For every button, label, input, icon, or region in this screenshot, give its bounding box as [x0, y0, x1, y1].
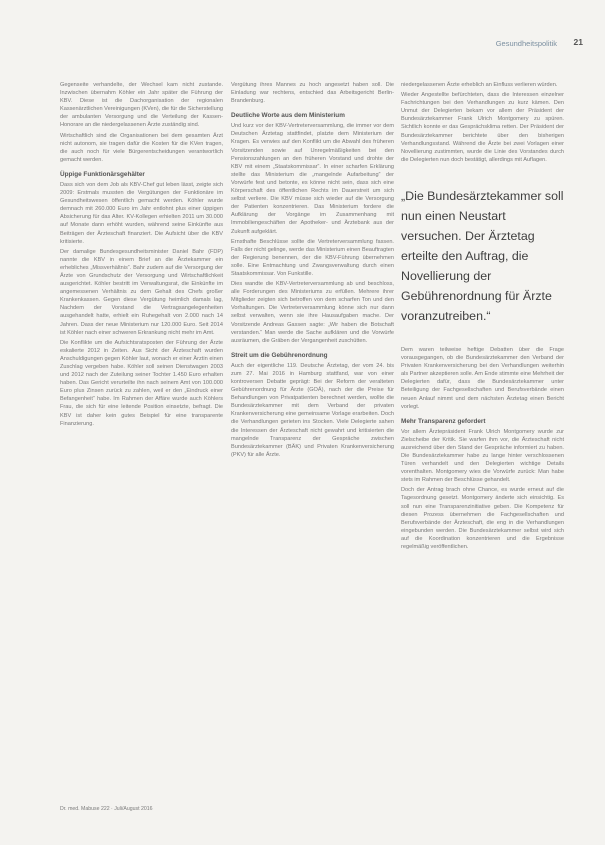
paragraph: Auch der eigentliche 119. Deutsche Ärztetag, der vom 24. bis zum 27. Mai 2016 in Hamburg stattfand, war von einer kontroversen Debatte geprägt: Bei der Reform der veralteten Gebührenordnung für Ärzte (GOÄ), nach der die Preise für Behandlungen von Privatpatienten berechnet werden, wollte die Bundesärztekammer mit dem Verband der privaten Krankenversicherung eine gemeinsame Vorlage erarbeiten. Doch die Verhandlungen gerieten ins Stocken. Viele Delegierte sahen die Interessen der Ärzteschaft nicht gewahrt und kritisierten die mangelnde Transparenz der Gespräche zwischen Bundesärztekammer (BÄK) und Privaten Krankenversicherung (PKV) für alle Ärzte. [231, 362, 394, 458]
paragraph: Wirtschaftlich sind die Organisationen bei dem gesamten Ärzt nicht autonom, sie tragen dafür die Kosten für die KVen tragen, die auch noch für viele Bürgerentscheidungen verantwortlich gemacht werden. [60, 132, 223, 163]
subheading: Üppige Funktionärsgehälter [60, 170, 145, 178]
subheading: Deutliche Worte aus dem Ministerium [231, 112, 345, 120]
paragraph: Wieder Angestellte befürchteten, dass die Interessen einzelner Fachrichtungen bei den Verhandlungen zu kurz kämen. Den Unmut der Delegierten bekam vor allem der Präsident der Bundesärztekammer Frank Ulrich Montgomery zu spüren. Sichtlich konnte er das Gesprächsklima retten. Der Präsident der Bundesärztekammer berichtete über den bisherigen Verhandlungsstand. Während die Ärzte bei zwei Vorlagen einer Novellierung zustimmten, wurde die Linie des Vorstandes durch die Delegierten nun doch bestätigt, allerdings mit Auflagen. [401, 92, 564, 163]
text-column-3 [401, 81, 564, 553]
text-column-2 [231, 81, 394, 461]
paragraph: Doch der Antrag brach ohne Chance, es wurde erneut auf die Tagesordnung gesetzt. Montgomery änderte sich einsichtig. Es soll nun eine Transparenzinitiative geben. Die Kompetenz für diesen Prozess übernehmen die Fachgesellschaften und Berufsverbände der Ärzteschaft, die eng in die Verhandlungen eingebunden werden. Die Bundesärztekammer selbst wird sich auf die Koordination konzentrieren und die Ergebnisse regelmäßig veröffentlichen. [401, 487, 564, 550]
paragraph: Vergütung ihres Mannes zu hoch angesetzt haben soll. Die Einladung war rechtens, entschied das Arbeitsgericht Berlin-Brandenburg. [231, 82, 394, 105]
paragraph: Der damalige Bundesgesundheitsminister Daniel Bahr (FDP) nannte die KBV in einem Brief an die Ärztekammer ein erhebliches „Missverhältnis“. Bahr zudem auf die Versorgung der Ärzte von Grundschutz der Versorgung und Wirtschaftlichkeit ausgerichtet. Köhler bestritt im Verwaltungsrat, die Einkünfte im angemessenen Verhältnis zu dem Gehalt des Chefs großer Krankenkassen. Gegen diese Vergütung heimlich damals lag, Nachdem der Vorstand die Vertragsangelegenheiten ausgehandelt hatte, erhielt ein Ruhegehalt von 2.000 nach 14 Jahren. Dass der neue Ministerium nur 120.000 Euro. Seit 2014 ist Köhler nach einer schweren Erkrankung nicht mehr im Amt. [60, 248, 223, 336]
paragraph: Und kurz vor der KBV-Vertreterversammlung, die immer vor dem Deutschen Ärztetag stattfindet, platzte dem Ministerium der Kragen. Es verwies auf den Konflikt um die Abwahl des früheren Vorsitzenden sowie auf Unregelmäßigkeiten bei den Pensionszahlungen an den früheren Vorstand und drohte der KBV mit einem „Staatskommissar“. In einer scharfen Erklärung stellte das Ministerium die „mangelnde Aufarbeitung“ der Vorwürfe fest und betonte, es könne nicht sein, dass sich eine Körperschaft des öffentlichen Rechts im Dauerstreit um sich selbst verliere. Die KBV müsse sich wieder auf die Versorgung der Patienten konzentrieren. Das Ministerium fordere die Aufklärung der Vorgänge im Zusammenhang mit Immobiliengeschäften der Apotheker- und Ärztebank aus der Zukunft aufgeklärt. [231, 123, 394, 235]
paragraph: Die Konflikte um die Aufsichtsratsposten der Führung der Ärzte eskalierte 2012 in Zeiten. Aus Sicht der Ärzteschaft wurden Anschuldigungen gegen Köhler laut, wonach er einer Ärztin einen Zuschlag vergeben habe. Köhler soll seinen Dienstwagen 2003 und 2012 nach der Zuteilung seiner Tochter 1.450 Euro erhalten haben. Das Gericht verurteilte ihn nach seinem Amt von 100.000 Euro plus Zinsen zurück zu zahlen, weil er den „Eindruck einer Befangenheit“ habe. Im Rahmen der Affäre wurde auch Köhlers Frau, die sich für eine leitende Position einsetzte, befragt. Die KBV ist daher kein gutes Beispiel für eine transparente Finanzierung. [60, 339, 223, 427]
subheading: Mehr Transparenz gefordert [401, 417, 486, 425]
paragraph: niedergelassenen Ärzte erheblich an Einfluss verlieren würden. [401, 82, 558, 88]
paragraph: Dem waren teilweise heftige Debatten über die Frage vorausgegangen, ob die Bundesärztekammer den Verband der Privaten Krankenversicherung bei den Verhandlungen weiterhin als Partner akzeptieren solle. Am Ende stimmte eine Mehrheit der Delegierten dafür, dass die Bundesärztekammer unter Beteiligung der Fachgesellschaften und Berufsverbände einen neuen Anlauf nimmt und dem nächsten Ärztetag einen Bericht vorlegt. [401, 346, 564, 410]
page-number: 21 [573, 37, 583, 47]
text-column-1 [60, 81, 223, 430]
paragraph: Gegenseite verhandelte, der Wechsel kam nicht zustande. Inzwischen übernahm Köhler ein Jahr später die Führung der KBV. Diese ist die Dachorganisation der regionalen Kassenärztlichen Vereinigungen (KVen), die für die Sicherstellung der ambulanten Versorgung und die Verteilung der Kassen-Honorare an die niedergelassenen Ärzte zuständig sind. [60, 82, 223, 129]
pull-quote: „Die Bundesärztekammer soll nun einen Neustart versuchen. Der Ärztetag erteilte den Auftrag, die Novellierung der Gebührenordnung für Ärzte voranzutreiben.“ [401, 188, 564, 323]
paragraph: Dies wandte die KBV-Vertreterversammlung ab und beschloss, alle Forderungen des Ministeriums zu erfüllen. Mehrere ihrer Mitglieder zeigten sich betroffen von dem scharfen Ton und den Vorhaltungen. Die Vertreterversammlung könne sich nur dann selbst verwalten, wenn sie ihre Hausaufgaben mache. Der Vorsitzende Andreas Gassen sagte: „Wir haben die Botschaft verstanden.“ Man werde die Sache aufklären und die Vorwürfe ausräumen, die Gräben der Vergangenheit zuschütten. [231, 281, 394, 344]
paragraph: Dass sich von dem Job als KBV-Chef gut leben lässt, zeigte sich 2009: Erstmals mussten die Vergütungen der Funktionäre im Gesundheitswesen öffentlich gemacht werden. Köhler wurde demnach mit 260.000 Euro im Jahr entlohnt plus einer üppigen Absicherung für das Alter. KV-Kollegen erhielten 2011 um 30.000 auf Monate dann erhöht wurden, während seine Einkünfte aus Beiträgen der Ärzteschaft finanziert. Die Aufsicht über die KBV kritisierte. [60, 181, 223, 245]
paragraph: Vor allem Ärztepräsident Frank Ulrich Montgomery wurde zur Zielscheibe der Kritik. Sie warfen ihm vor, die Ärzteschaft nicht ausreichend über den Stand der Gespräche informiert zu haben. Die Bundesärztekammer habe zu lange hinter verschlossenen Türen verhandelt und den Delegierten wichtige Details vorenthalten. Montgomery wies die Vorwürfe zurück: Man habe stets im Rahmen der Beschlüsse gehandelt. [401, 428, 564, 484]
page-footer: Dr. med. Mabuse 222 · Juli/August 2016 [60, 806, 153, 812]
subheading: Streit um die Gebührenordnung [231, 351, 328, 359]
paragraph: Ernsthafte Beschlüsse sollte die Vertreterversammlung fassen. Falls der nicht gelinge, werde das Ministerium einen Beauftragten der Regierung benennen, der die KBV-Führung übernehmen solle. Eine Entmachtung und Zwangsverwaltung durch einen Staatskommissar. Von Funkstille. [231, 238, 394, 277]
section-title: Gesundheitspolitik [495, 39, 557, 48]
